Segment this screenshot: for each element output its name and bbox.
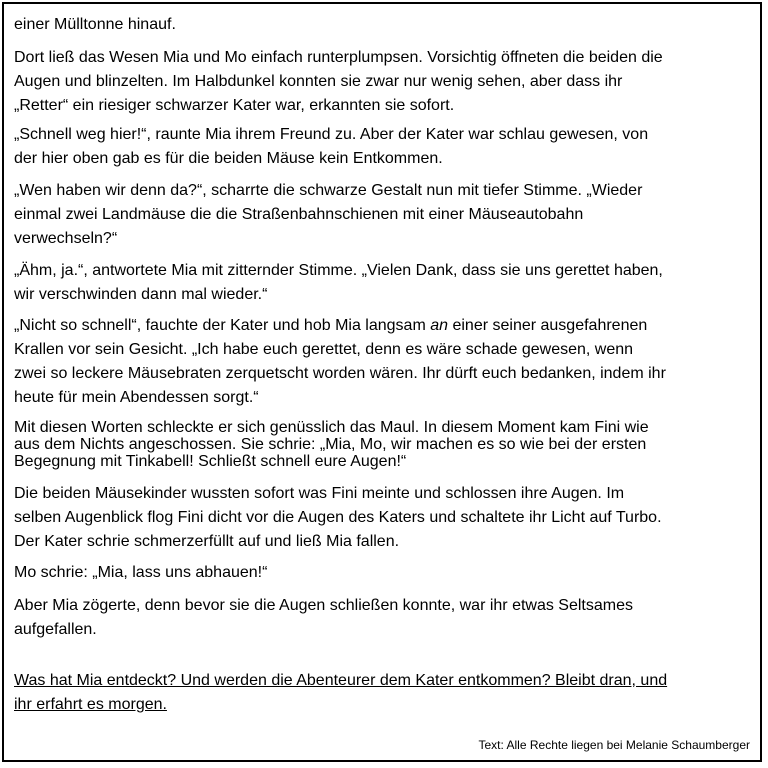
text-line: wir verschwinden dann mal wieder.“ bbox=[14, 286, 268, 303]
paragraph-2 bbox=[14, 46, 754, 118]
text-line: Der Kater schrie schmerzerfüllt auf und ließ Mia fallen. bbox=[14, 533, 400, 550]
paragraph-8 bbox=[14, 482, 754, 554]
text-line: aus dem Nichts angeschossen. Sie schrie: „Mia, Mo, wir machen es so wie bei der ersten bbox=[14, 436, 647, 453]
paragraph-7 bbox=[14, 419, 754, 470]
text-line: verwechseln?“ bbox=[14, 230, 118, 247]
paragraph-4 bbox=[14, 179, 754, 251]
text-line: Was hat Mia entdeckt? Und werden die Abenteurer dem Kater entkommen? Bleibt dran, und bbox=[14, 672, 668, 689]
text-line: „Schnell weg hier!“, raunte Mia ihrem Freund zu. Aber der Kater war schlau gewesen, von bbox=[14, 126, 649, 143]
text-segment: einer seiner ausgefahrenen bbox=[448, 317, 648, 334]
paragraph-9 bbox=[14, 561, 754, 585]
paragraph-3 bbox=[14, 123, 754, 171]
text-line: heute für mein Abendessen sorgt.“ bbox=[14, 389, 259, 406]
text-line: aufgefallen. bbox=[14, 621, 97, 638]
text-line: ihr erfahrt es morgen. bbox=[14, 696, 167, 713]
text-line: Mo schrie: „Mia, lass uns abhauen!“ bbox=[14, 564, 268, 581]
text-line: Begegnung mit Tinkabell! Schließt schnell eure Augen!“ bbox=[14, 453, 407, 470]
teaser-question bbox=[14, 669, 754, 717]
text-line bbox=[14, 317, 647, 334]
text-line: Dort ließ das Wesen Mia und Mo einfach runterplumpsen. Vorsichtig öffneten die beiden die bbox=[14, 49, 663, 66]
text-line: Mit diesen Worten schleckte er sich genüsslich das Maul. In diesem Moment kam Fini wie bbox=[14, 419, 649, 436]
paragraph-6 bbox=[14, 314, 754, 410]
text-line: Die beiden Mäusekinder wussten sofort was Fini meinte und schlossen ihre Augen. Im bbox=[14, 485, 625, 502]
text-line: einer Mülltonne hinauf. bbox=[14, 16, 176, 33]
emphasis: an bbox=[430, 317, 449, 334]
paragraph-5 bbox=[14, 259, 754, 307]
paragraph-10 bbox=[14, 594, 754, 642]
text-segment: „Nicht so schnell“, fauchte der Kater und hob Mia langsam bbox=[14, 317, 431, 334]
text-line: selben Augenblick flog Fini dicht vor die Augen des Katers und schaltete ihr Licht auf Turbo. bbox=[14, 509, 662, 526]
text-line: der hier oben gab es für die beiden Mäuse kein Entkommen. bbox=[14, 150, 443, 167]
copyright-credit: Text: Alle Rechte liegen bei Melanie Schaumberger bbox=[478, 738, 750, 752]
text-line: „Retter“ ein riesiger schwarzer Kater war, erkannten sie sofort. bbox=[14, 97, 455, 114]
text-line: einmal zwei Landmäuse die die Straßenbahnschienen mit einer Mäuseautobahn bbox=[14, 206, 584, 223]
text-line: zwei so leckere Mäusebraten zerquetscht worden wären. Ihr dürft euch bedanken, indem ihr bbox=[14, 365, 666, 382]
text-line: „Wen haben wir denn da?“, scharrte die schwarze Gestalt nun mit tiefer Stimme. „Wieder bbox=[14, 182, 643, 199]
text-line: Aber Mia zögerte, denn bevor sie die Augen schließen konnte, war ihr etwas Seltsames bbox=[14, 597, 633, 614]
text-line: Augen und blinzelten. Im Halbdunkel konnten sie zwar nur wenig sehen, aber dass ihr bbox=[14, 73, 623, 90]
text-line: „Ähm, ja.“, antwortete Mia mit zitternder Stimme. „Vielen Dank, dass sie uns gerettet haben, bbox=[14, 262, 663, 279]
paragraph-1 bbox=[14, 13, 754, 37]
text-line: Krallen vor sein Gesicht. „Ich habe euch gerettet, denn es wäre schade gewesen, wenn bbox=[14, 341, 634, 358]
